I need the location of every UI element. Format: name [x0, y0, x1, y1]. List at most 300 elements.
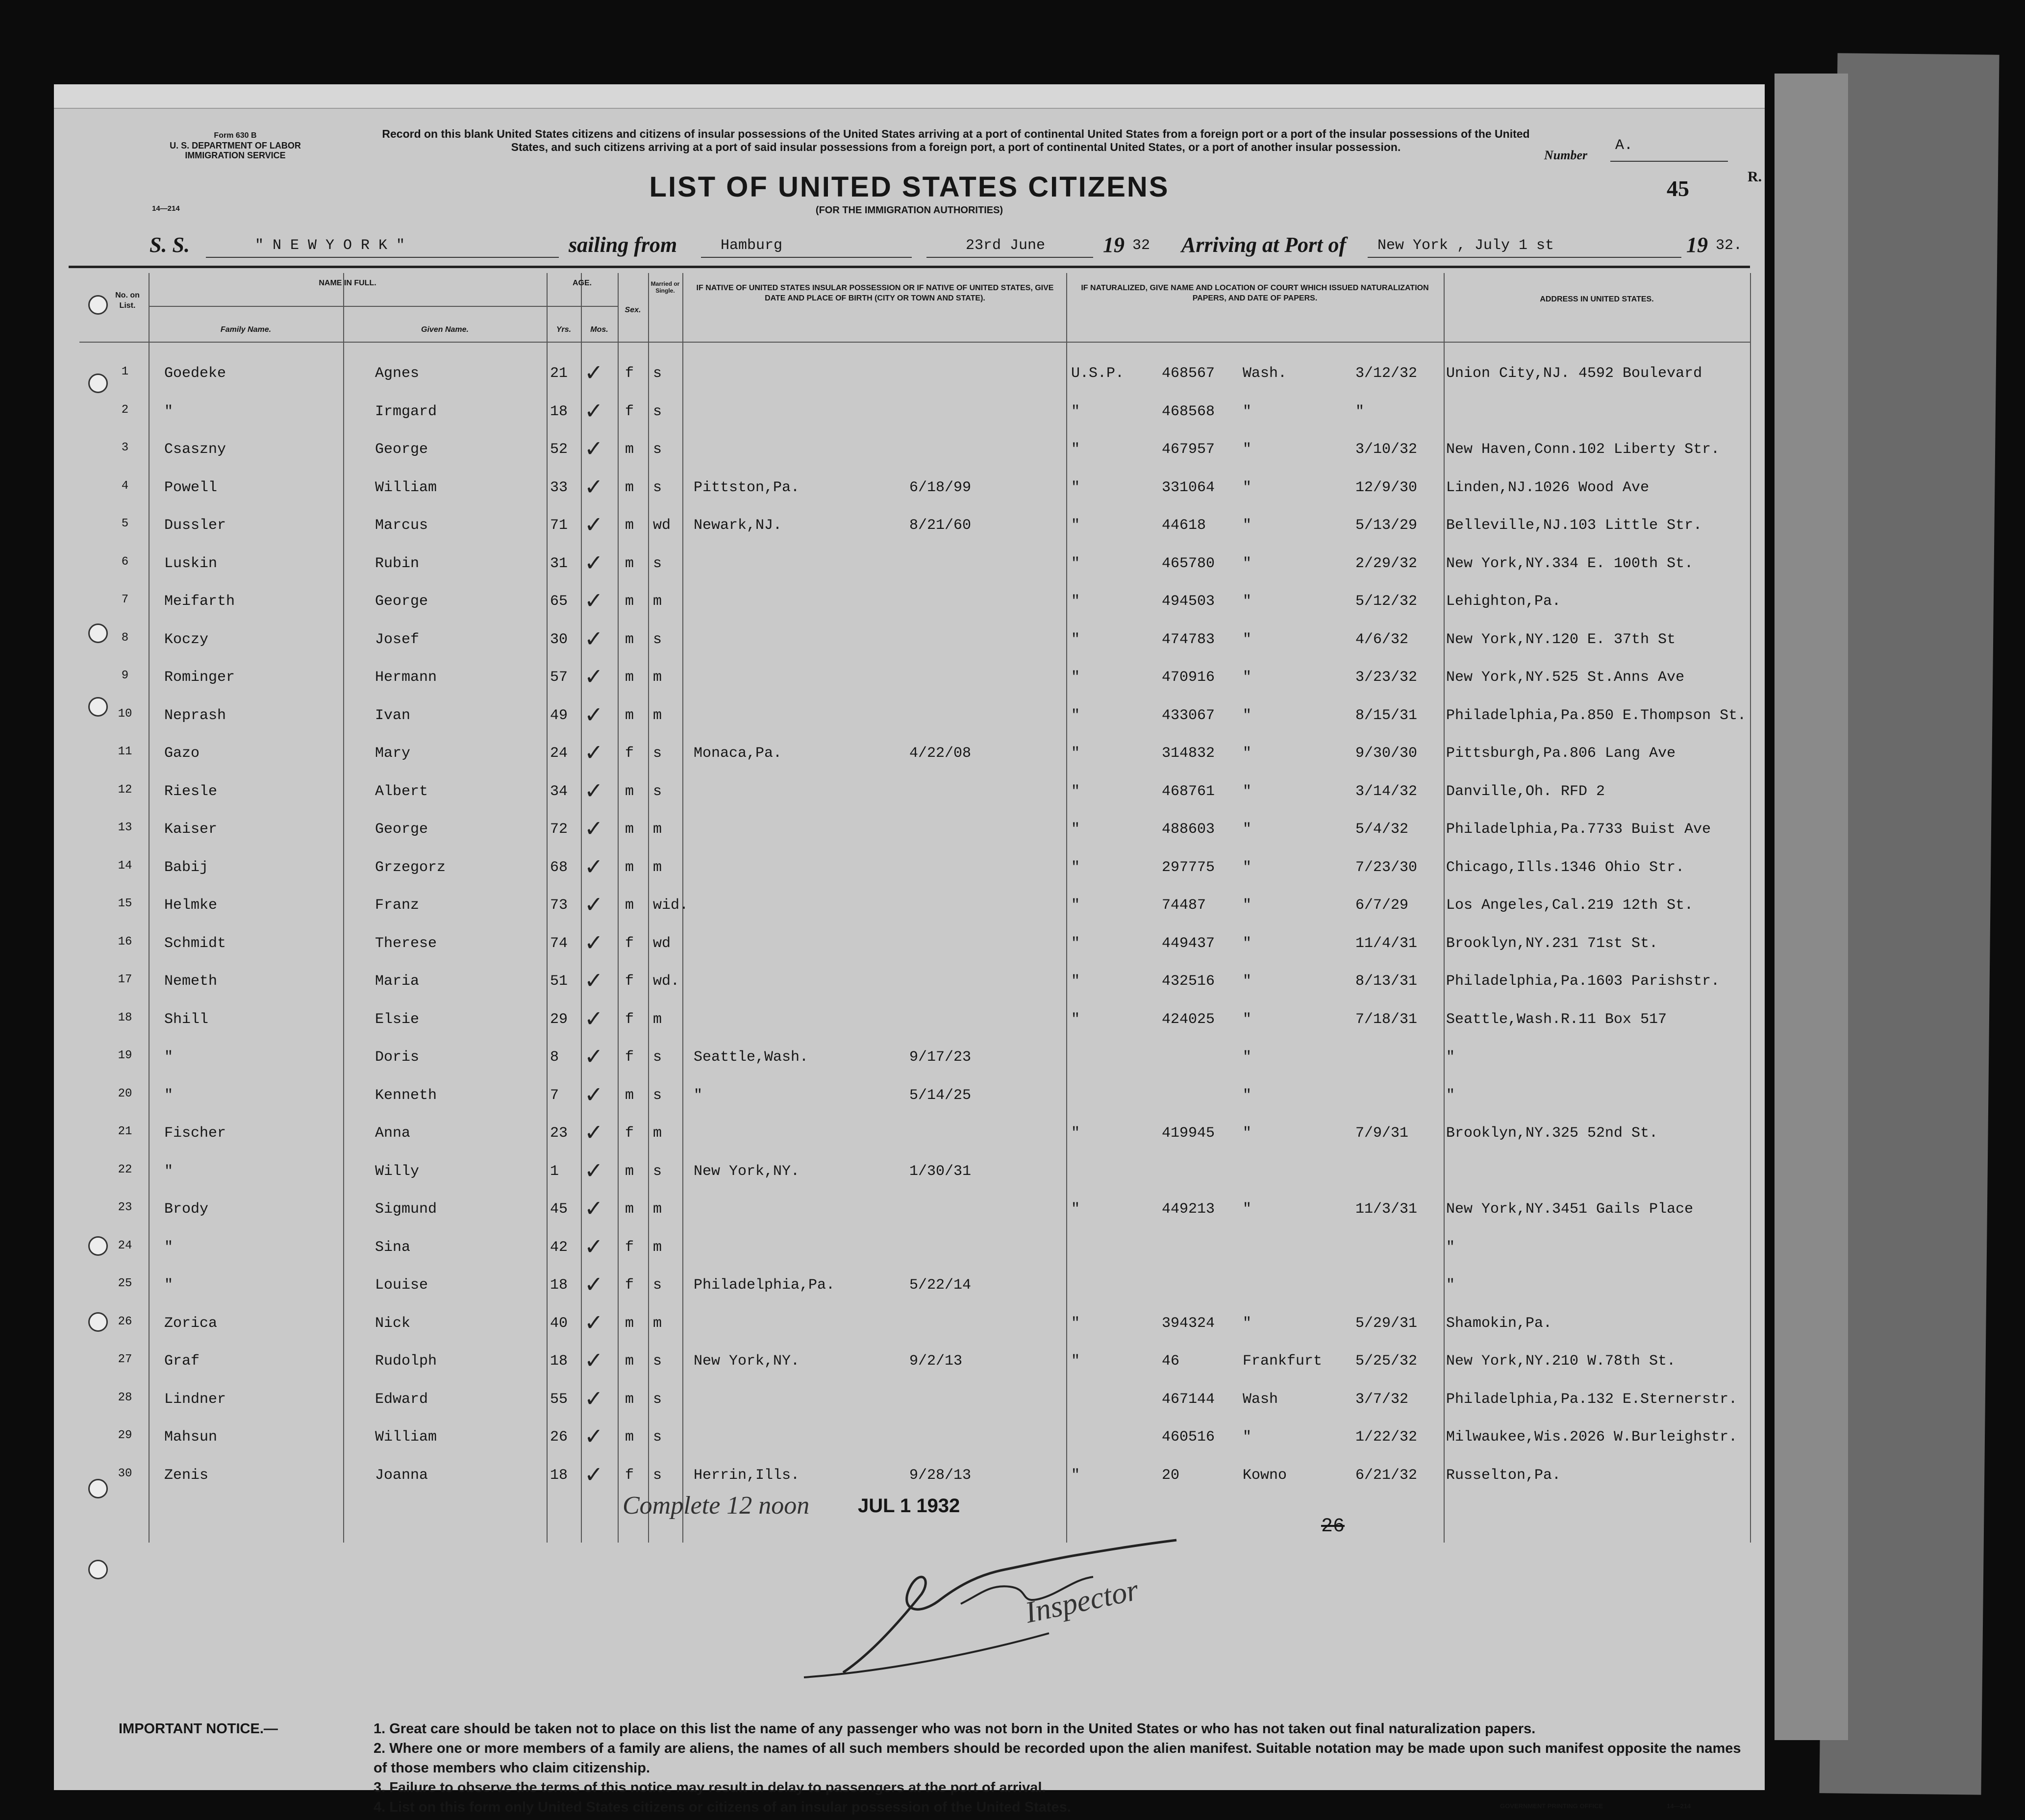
- printer-credit: GOVERNMENT PRINTING OFFICE: [1500, 1802, 1603, 1810]
- row-number: 10: [118, 707, 132, 721]
- family-name: Graf: [164, 1353, 200, 1370]
- paper-number: 468568: [1162, 403, 1215, 420]
- given-name: Franz: [375, 897, 420, 914]
- paper-number: 331064: [1162, 479, 1215, 496]
- birth-place: Philadelphia,Pa.: [694, 1277, 835, 1294]
- birth-place: Newark,NJ.: [694, 517, 782, 534]
- age-years: 33: [550, 479, 568, 496]
- court-location: Wash: [1243, 1391, 1278, 1408]
- marital-status: wid.: [653, 897, 689, 914]
- naturalization-court: ": [1071, 1011, 1080, 1028]
- header-address: ADDRESS IN UNITED STATES.: [1540, 295, 1654, 303]
- family-name: Meifarth: [164, 593, 235, 610]
- manifest-page: [54, 84, 1765, 1815]
- paper-number: 44618: [1162, 517, 1206, 534]
- age-years: 8: [550, 1049, 559, 1066]
- paper-date: 11/3/31: [1355, 1201, 1418, 1218]
- given-name: Doris: [375, 1049, 420, 1066]
- sex: f: [625, 973, 634, 990]
- paper-date: 6/21/32: [1355, 1467, 1418, 1484]
- check-mark-icon: ✓: [584, 511, 603, 538]
- family-name: ": [164, 1277, 174, 1294]
- address: Shamokin,Pa.: [1446, 1315, 1552, 1332]
- paper-date: 5/12/32: [1355, 593, 1418, 610]
- marital-status: m: [653, 1125, 662, 1142]
- age-years: 18: [550, 1353, 568, 1370]
- arriving-label: Arriving at Port of: [1181, 233, 1347, 257]
- row-number: 29: [118, 1429, 132, 1442]
- naturalization-court: ": [1071, 935, 1080, 952]
- page-title: LIST OF UNITED STATES CITIZENS: [649, 171, 1170, 203]
- header-subrule: [149, 306, 618, 307]
- family-name: Fischer: [164, 1125, 226, 1142]
- row-number: 11: [118, 745, 132, 758]
- arrival-year: 32.: [1716, 237, 1743, 254]
- arrival-year-prefix: 19: [1686, 233, 1708, 257]
- age-years: 23: [550, 1125, 568, 1142]
- sex: f: [625, 935, 634, 952]
- check-mark-icon: ✓: [584, 1385, 603, 1412]
- marital-status: s: [653, 555, 662, 572]
- check-mark-icon: ✓: [584, 815, 603, 842]
- court-location: ": [1243, 1087, 1252, 1104]
- row-number: 9: [121, 669, 129, 682]
- punch-hole: [88, 1236, 108, 1256]
- sex: m: [625, 441, 634, 458]
- marital-status: s: [653, 1391, 662, 1408]
- court-location: ": [1243, 1429, 1252, 1446]
- paper-number: 465780: [1162, 555, 1215, 572]
- birth-date: 5/22/14: [909, 1277, 972, 1294]
- court-location: ": [1243, 935, 1252, 952]
- check-mark-icon: ✓: [584, 359, 603, 386]
- family-name: Riesle: [164, 783, 218, 800]
- birth-date: 9/17/23: [909, 1049, 972, 1066]
- age-years: 30: [550, 631, 568, 648]
- address: Philadelphia,Pa.1603 Parishstr.: [1446, 973, 1720, 990]
- paper-date: 12/9/30: [1355, 479, 1418, 496]
- row-number: 28: [118, 1391, 132, 1404]
- paper-date: 6/7/29: [1355, 897, 1409, 914]
- table-row: [54, 356, 1765, 394]
- given-name: Josef: [375, 631, 420, 648]
- marital-status: s: [653, 783, 662, 800]
- given-name: Kenneth: [375, 1087, 437, 1104]
- marital-status: s: [653, 403, 662, 420]
- sex: m: [625, 555, 634, 572]
- number-underline: [1610, 161, 1728, 162]
- paper-date: 3/10/32: [1355, 441, 1418, 458]
- birth-place: Monaca,Pa.: [694, 745, 782, 762]
- table-row: [54, 964, 1765, 1002]
- check-mark-icon: ✓: [584, 1157, 603, 1184]
- table-row: [54, 698, 1765, 736]
- age-years: 18: [550, 403, 568, 420]
- marital-status: wd.: [653, 973, 680, 990]
- naturalization-court: ": [1071, 669, 1080, 686]
- sex: f: [625, 1467, 634, 1484]
- notice-item: 1. Great care should be taken not to place on this list the name of any passenger who was not born in the United States or who has not taken out final naturalization papers.: [374, 1721, 1536, 1737]
- address: Belleville,NJ.103 Little Str.: [1446, 517, 1702, 534]
- court-location: Frankfurt: [1243, 1353, 1323, 1370]
- given-name: Mary: [375, 745, 411, 762]
- marital-status: s: [653, 479, 662, 496]
- sex: f: [625, 1277, 634, 1294]
- address: Seattle,Wash.R.11 Box 517: [1446, 1011, 1667, 1028]
- family-name: ": [164, 1049, 174, 1066]
- paper-number: 449437: [1162, 935, 1215, 952]
- header-married-single: Married or Single.: [650, 280, 680, 294]
- age-years: 51: [550, 973, 568, 990]
- table-row: [54, 432, 1765, 470]
- r-mark: R.: [1748, 169, 1762, 185]
- address: Philadelphia,Pa.132 E.Sternerstr.: [1446, 1391, 1738, 1408]
- check-mark-icon: ✓: [584, 853, 603, 880]
- marital-status: m: [653, 669, 662, 686]
- check-mark-icon: ✓: [584, 1233, 603, 1260]
- sex: m: [625, 631, 634, 648]
- age-years: 57: [550, 669, 568, 686]
- table-row: [54, 888, 1765, 926]
- family-name: Lindner: [164, 1391, 226, 1408]
- paper-number: 424025: [1162, 1011, 1215, 1028]
- table-row: [54, 1382, 1765, 1420]
- court-location: ": [1243, 441, 1252, 458]
- check-mark-icon: ✓: [584, 1043, 603, 1070]
- age-years: 72: [550, 821, 568, 838]
- punch-hole: [88, 1312, 108, 1332]
- given-name: Anna: [375, 1125, 411, 1142]
- age-years: 42: [550, 1239, 568, 1256]
- paper-date: 7/18/31: [1355, 1011, 1418, 1028]
- check-mark-icon: ✓: [584, 739, 603, 766]
- address: Milwaukee,Wis.2026 W.Burleighstr.: [1446, 1429, 1738, 1446]
- marital-status: m: [653, 1011, 662, 1028]
- naturalization-court: ": [1071, 403, 1080, 420]
- check-mark-icon: ✓: [584, 435, 603, 462]
- address: ": [1446, 1277, 1455, 1294]
- address: Philadelphia,Pa.7733 Buist Ave: [1446, 821, 1711, 838]
- family-name: Goedeke: [164, 365, 226, 382]
- address: Philadelphia,Pa.850 E.Thompson St.: [1446, 707, 1747, 724]
- sex: m: [625, 1353, 634, 1370]
- given-name: Joanna: [375, 1467, 428, 1484]
- page-number: 45: [1667, 176, 1689, 201]
- family-name: ": [164, 1239, 174, 1256]
- court-location: ": [1243, 1201, 1252, 1218]
- row-number: 18: [118, 1011, 132, 1024]
- age-years: 49: [550, 707, 568, 724]
- check-mark-icon: ✓: [584, 1423, 603, 1449]
- paper-date: 1/22/32: [1355, 1429, 1418, 1446]
- birth-place: Herrin,Ills.: [694, 1467, 800, 1484]
- paper-number: 474783: [1162, 631, 1215, 648]
- family-name: Gazo: [164, 745, 200, 762]
- given-name: William: [375, 1429, 437, 1446]
- given-name: Ivan: [375, 707, 411, 724]
- court-location: ": [1243, 897, 1252, 914]
- paper-number: 467144: [1162, 1391, 1215, 1408]
- background-sheet-edge: [1775, 74, 1848, 1740]
- number-label: Number: [1544, 148, 1588, 162]
- table-row: [54, 1306, 1765, 1344]
- number-value: A.: [1615, 137, 1633, 154]
- header-given-name: Given Name.: [421, 325, 469, 334]
- table-row: [54, 926, 1765, 964]
- court-location: ": [1243, 1315, 1252, 1332]
- address: New York,NY.3451 Gails Place: [1446, 1201, 1694, 1218]
- check-mark-icon: ✓: [584, 625, 603, 652]
- age-years: 73: [550, 897, 568, 914]
- punch-hole: [88, 623, 108, 643]
- ship-underline: [206, 257, 559, 258]
- table-row: [54, 1154, 1765, 1192]
- naturalization-court: ": [1071, 821, 1080, 838]
- given-name: Nick: [375, 1315, 411, 1332]
- instructions-text: Record on this blank United States citizens and citizens of insular possessions of the United States arriving at a port of continental United States from a foreign port or a port of the insular possessions of the United States, and such citizens arriving at a port of said insular possessions from a foreign port, a port of continental United States, or a port of another insular possession.: [382, 127, 1530, 153]
- age-years: 52: [550, 441, 568, 458]
- table-row: [54, 774, 1765, 812]
- address: ": [1446, 1087, 1455, 1104]
- family-name: Csaszny: [164, 441, 226, 458]
- paper-date: 5/29/31: [1355, 1315, 1418, 1332]
- form-code: 14—214: [152, 204, 180, 213]
- paper-date: 8/13/31: [1355, 973, 1418, 990]
- sex: f: [625, 365, 634, 382]
- paper-number: 74487: [1162, 897, 1206, 914]
- sex: m: [625, 897, 634, 914]
- paper-date: 9/30/30: [1355, 745, 1418, 762]
- row-number: 4: [121, 479, 129, 493]
- court-location: ": [1243, 517, 1252, 534]
- row-number: 6: [121, 555, 129, 569]
- court-location: ": [1243, 1049, 1252, 1066]
- check-mark-icon: ✓: [584, 1005, 603, 1032]
- address: Danville,Oh. RFD 2: [1446, 783, 1605, 800]
- given-name: George: [375, 593, 428, 610]
- given-name: Albert: [375, 783, 428, 800]
- family-name: Shill: [164, 1011, 209, 1028]
- notice-item: 3. Failure to observe the terms of this notice may result in delay to passengers at the port of arrival.: [374, 1780, 1046, 1795]
- punch-hole: [88, 697, 108, 717]
- birth-date: 5/14/25: [909, 1087, 972, 1104]
- given-name: George: [375, 821, 428, 838]
- court-location: ": [1243, 669, 1252, 686]
- address: ": [1446, 1239, 1455, 1256]
- age-years: 40: [550, 1315, 568, 1332]
- paper-number: 314832: [1162, 745, 1215, 762]
- age-years: 31: [550, 555, 568, 572]
- table-row: [54, 1458, 1765, 1496]
- age-years: 29: [550, 1011, 568, 1028]
- birth-place: New York,NY.: [694, 1163, 800, 1180]
- marital-status: s: [653, 1429, 662, 1446]
- table-row: [54, 1268, 1765, 1306]
- age-years: 65: [550, 593, 568, 610]
- header-yrs: Yrs.: [556, 325, 572, 334]
- age-years: 7: [550, 1087, 559, 1104]
- sex: f: [625, 1011, 634, 1028]
- sex: m: [625, 821, 634, 838]
- sex: m: [625, 1429, 634, 1446]
- court-location: ": [1243, 479, 1252, 496]
- family-name: Neprash: [164, 707, 226, 724]
- notice-item: 4. List on this form only United States citizens or citizens of an insular possession of the United States.: [374, 1799, 1071, 1815]
- ss-label: S. S.: [150, 233, 190, 257]
- sex: f: [625, 1125, 634, 1142]
- table-row: [54, 812, 1765, 850]
- row-number: 2: [121, 403, 129, 417]
- court-location: ": [1243, 973, 1252, 990]
- marital-status: m: [653, 1201, 662, 1218]
- check-mark-icon: ✓: [584, 701, 603, 728]
- header-no: No. on List.: [115, 291, 140, 310]
- check-mark-icon: ✓: [584, 1195, 603, 1222]
- naturalization-court: ": [1071, 1467, 1080, 1484]
- paper-date: 7/23/30: [1355, 859, 1418, 876]
- header-native-birth: IF NATIVE OF UNITED STATES INSULAR POSSESSION OR IF NATIVE OF UNITED STATES, GIVE DATE AND PLACE OF BIRTH (CITY OR TOWN AND STATE).: [696, 284, 1054, 302]
- sex: m: [625, 517, 634, 534]
- paper-date: 5/13/29: [1355, 517, 1418, 534]
- punch-hole: [88, 1560, 108, 1579]
- paper-number: 494503: [1162, 593, 1215, 610]
- court-location: ": [1243, 593, 1252, 610]
- marital-status: s: [653, 1163, 662, 1180]
- row-number: 23: [118, 1201, 132, 1214]
- birth-place: New York,NY.: [694, 1353, 800, 1370]
- check-mark-icon: ✓: [584, 891, 603, 918]
- sex: m: [625, 1163, 634, 1180]
- row-number: 15: [118, 897, 132, 910]
- paper-date: 11/4/31: [1355, 935, 1418, 952]
- given-name: Rudolph: [375, 1353, 437, 1370]
- age-years: 71: [550, 517, 568, 534]
- naturalization-court: U.S.P.: [1071, 365, 1125, 382]
- paper-date: 5/4/32: [1355, 821, 1409, 838]
- sail-date: 23rd June: [966, 237, 1046, 254]
- court-location: ": [1243, 707, 1252, 724]
- age-years: 1: [550, 1163, 559, 1180]
- paper-date: 7/9/31: [1355, 1125, 1409, 1142]
- age-years: 55: [550, 1391, 568, 1408]
- row-number: 22: [118, 1163, 132, 1176]
- paper-number: 449213: [1162, 1201, 1215, 1218]
- birth-date: 9/2/13: [909, 1353, 963, 1370]
- age-years: 26: [550, 1429, 568, 1446]
- birth-date: 9/28/13: [909, 1467, 972, 1484]
- punch-hole: [88, 374, 108, 393]
- table-row: [54, 547, 1765, 584]
- marital-status: s: [653, 441, 662, 458]
- family-name: Kaiser: [164, 821, 218, 838]
- court-location: ": [1243, 555, 1252, 572]
- table-row: [54, 850, 1765, 888]
- sex: m: [625, 1201, 634, 1218]
- given-name: Edward: [375, 1391, 428, 1408]
- family-name: Dussler: [164, 517, 226, 534]
- row-number: 17: [118, 973, 132, 986]
- paper-date: 5/25/32: [1355, 1353, 1418, 1370]
- paper-number: 46: [1162, 1353, 1180, 1370]
- family-name: Nemeth: [164, 973, 218, 990]
- address: Chicago,Ills.1346 Ohio Str.: [1446, 859, 1685, 876]
- court-location: Wash.: [1243, 365, 1287, 382]
- sex: m: [625, 783, 634, 800]
- naturalization-court: ": [1071, 1201, 1080, 1218]
- naturalization-court: ": [1071, 859, 1080, 876]
- address: ": [1446, 1049, 1455, 1066]
- given-name: Elsie: [375, 1011, 420, 1028]
- completion-note: Complete 12 noon: [623, 1492, 810, 1520]
- department-name: U. S. DEPARTMENT OF LABOR: [170, 141, 301, 150]
- marital-status: m: [653, 707, 662, 724]
- address: Brooklyn,NY.231 71st St.: [1446, 935, 1658, 952]
- family-name: Powell: [164, 479, 218, 496]
- address: New York,NY.334 E. 100th St.: [1446, 555, 1694, 572]
- check-mark-icon: ✓: [584, 777, 603, 804]
- address: New York,NY.120 E. 37th St: [1446, 631, 1676, 648]
- agency-block: [98, 131, 373, 160]
- given-name: Louise: [375, 1277, 428, 1294]
- family-name: Babij: [164, 859, 209, 876]
- check-mark-icon: ✓: [584, 1309, 603, 1336]
- naturalization-court: ": [1071, 555, 1080, 572]
- passenger-count: 26: [1321, 1516, 1345, 1538]
- court-location: ": [1243, 403, 1252, 420]
- given-name: Maria: [375, 973, 420, 990]
- check-mark-icon: ✓: [584, 587, 603, 614]
- check-mark-icon: ✓: [584, 1347, 603, 1373]
- row-number: 19: [118, 1049, 132, 1062]
- sailing-from-label: sailing from: [569, 233, 677, 257]
- naturalization-court: ": [1071, 517, 1080, 534]
- given-name: Hermann: [375, 669, 437, 686]
- form-number: Form 630 B: [214, 131, 257, 140]
- marital-status: wd: [653, 517, 671, 534]
- paper-number: 468567: [1162, 365, 1215, 382]
- naturalization-court: ": [1071, 707, 1080, 724]
- marital-status: m: [653, 593, 662, 610]
- sex: m: [625, 859, 634, 876]
- from-port: Hamburg: [721, 237, 783, 254]
- inspector-signature: [775, 1525, 1265, 1682]
- marital-status: s: [653, 631, 662, 648]
- court-location: ": [1243, 859, 1252, 876]
- sex: m: [625, 593, 634, 610]
- row-number: 3: [121, 441, 129, 454]
- notice-item: 2. Where one or more members of a family are aliens, the names of all such members should be recorded upon the alien manifest. Suitable notation may be made upon such manifest opposite the names of those members who claim citizenship.: [374, 1741, 1741, 1776]
- table-row: [54, 623, 1765, 660]
- given-name: Marcus: [375, 517, 428, 534]
- court-location: ": [1243, 1011, 1252, 1028]
- age-years: 34: [550, 783, 568, 800]
- address: Brooklyn,NY.325 52nd St.: [1446, 1125, 1658, 1142]
- paper-number: 488603: [1162, 821, 1215, 838]
- row-number: 8: [121, 631, 129, 645]
- paper-date: 8/15/31: [1355, 707, 1418, 724]
- birth-place: Pittston,Pa.: [694, 479, 800, 496]
- court-location: ": [1243, 631, 1252, 648]
- paper-number: 297775: [1162, 859, 1215, 876]
- table-row: [54, 508, 1765, 546]
- check-mark-icon: ✓: [584, 1461, 603, 1488]
- paper-number: 20: [1162, 1467, 1180, 1484]
- check-mark-icon: ✓: [584, 397, 603, 424]
- marital-status: m: [653, 821, 662, 838]
- table-row: [54, 1230, 1765, 1268]
- header-family-name: Family Name.: [220, 325, 272, 334]
- paper-date: ": [1355, 403, 1365, 420]
